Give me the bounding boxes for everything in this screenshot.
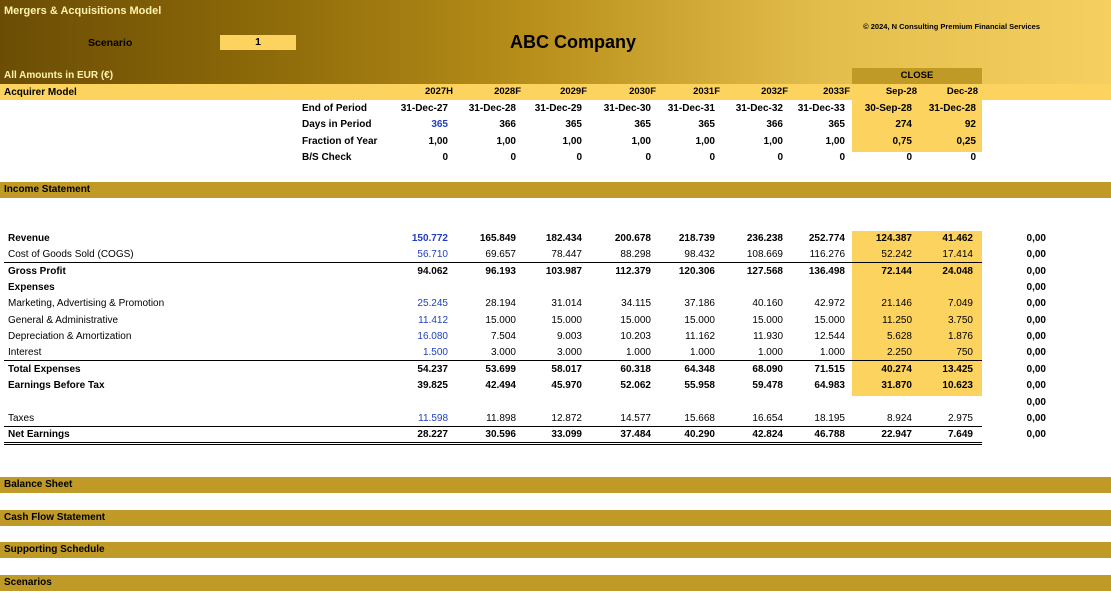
cell[interactable]: 21.146 <box>881 298 912 310</box>
column-header: 2031F <box>693 86 720 97</box>
cell[interactable]: 69.657 <box>485 249 516 261</box>
column-header: 2032F <box>761 86 788 97</box>
cell[interactable]: 1.000 <box>819 347 845 359</box>
cell[interactable]: 124.387 <box>875 233 912 244</box>
cell[interactable]: 58.017 <box>551 363 582 375</box>
cell[interactable]: 37.484 <box>620 429 651 441</box>
cell[interactable]: 96.193 <box>485 265 516 277</box>
cell[interactable]: 31-Dec-28 <box>928 103 976 114</box>
cell[interactable]: 218.739 <box>678 233 715 244</box>
column-header: 2027H <box>425 86 453 97</box>
cell[interactable]: 17.414 <box>942 249 973 261</box>
header-row <box>0 134 1111 150</box>
section-income-statement[interactable]: Income Statement <box>0 182 1111 198</box>
cell[interactable]: 0 <box>645 151 651 163</box>
row-label: Expenses <box>8 282 55 294</box>
total-double-rule <box>4 442 982 445</box>
cell[interactable]: 0 <box>576 151 582 163</box>
table-row <box>0 427 1111 443</box>
cell[interactable]: 15.000 <box>551 314 582 326</box>
cell[interactable]: 1,00 <box>562 135 582 147</box>
cell[interactable]: 72.144 <box>881 265 912 277</box>
cell[interactable]: 15.668 <box>684 412 715 424</box>
cell[interactable]: 1.000 <box>689 347 715 359</box>
cell[interactable]: 7.504 <box>490 331 516 343</box>
check-cell: 0,00 <box>1026 314 1046 326</box>
cell[interactable]: 7.049 <box>947 298 973 310</box>
cell[interactable]: 252.774 <box>808 233 845 244</box>
cell[interactable]: 3.000 <box>490 347 516 359</box>
table-row <box>0 411 1111 427</box>
row-label: Depreciation & Amortization <box>8 331 132 343</box>
acquirer-label: Acquirer Model <box>4 87 77 98</box>
cell[interactable]: 18.195 <box>814 412 845 424</box>
row-label: End of Period <box>302 103 367 114</box>
section-scenarios[interactable]: Scenarios <box>0 575 1111 591</box>
cell[interactable]: 54.237 <box>417 363 448 375</box>
table-row <box>0 231 1111 247</box>
check-cell: 0,00 <box>1026 347 1046 359</box>
cell[interactable]: 53.699 <box>485 363 516 375</box>
cell[interactable]: 11.250 <box>882 314 912 326</box>
cell[interactable]: 12.544 <box>814 331 845 343</box>
cell[interactable]: 1.876 <box>947 331 973 343</box>
row-label: Taxes <box>8 412 35 424</box>
table-row <box>0 345 1111 361</box>
company-title: ABC Company <box>510 32 637 52</box>
check-cell: 0,00 <box>1026 249 1046 261</box>
check-cell: 0,00 <box>1026 233 1046 244</box>
header-row <box>0 117 1111 133</box>
cell[interactable]: 0,25 <box>956 135 976 147</box>
cell[interactable]: 16.654 <box>752 412 783 424</box>
cell[interactable]: 64.348 <box>684 363 715 375</box>
cell[interactable]: 3.000 <box>556 347 582 359</box>
cell[interactable]: 0,75 <box>892 135 912 147</box>
cell[interactable]: 31-Dec-29 <box>534 103 582 114</box>
cell[interactable]: 1,00 <box>695 135 715 147</box>
cell[interactable]: 30-Sep-28 <box>864 103 912 114</box>
cell[interactable]: 78.447 <box>551 249 582 261</box>
cell[interactable]: 15.000 <box>814 314 845 326</box>
cell[interactable]: 365 <box>698 119 715 131</box>
cell[interactable]: 103.987 <box>545 265 582 277</box>
cell[interactable]: 31-Dec-28 <box>468 103 516 114</box>
row-label: General & Administrative <box>8 314 119 326</box>
cell[interactable]: 94.062 <box>417 265 448 277</box>
row-label: Net Earnings <box>8 429 70 441</box>
cell[interactable]: 0 <box>839 151 845 163</box>
cell[interactable]: 7.649 <box>947 429 973 441</box>
row-label: Marketing, Advertising & Promotion <box>8 298 165 310</box>
cell[interactable]: 25.245 <box>417 298 448 310</box>
table-row <box>0 362 1111 378</box>
cell[interactable]: 56.710 <box>417 249 448 261</box>
table-row <box>0 247 1111 263</box>
check-cell: 0,00 <box>1026 429 1046 441</box>
column-header: Sep-28 <box>885 86 917 97</box>
close-header: CLOSE <box>852 68 982 84</box>
cell[interactable]: 40.160 <box>752 298 783 310</box>
cell[interactable]: 40.290 <box>684 429 715 441</box>
column-header: 2030F <box>629 86 656 97</box>
cell[interactable]: 2.975 <box>947 412 973 424</box>
cell[interactable]: 165.849 <box>479 233 516 244</box>
cell[interactable]: 59.478 <box>752 380 783 392</box>
cell[interactable]: 127.568 <box>746 265 783 277</box>
cell[interactable]: 0 <box>970 151 976 163</box>
cell[interactable]: 11.898 <box>486 412 516 424</box>
cell[interactable]: 68.090 <box>752 363 783 375</box>
check-cell: 0,00 <box>1026 331 1046 343</box>
cell[interactable]: 12.872 <box>551 412 582 424</box>
cell[interactable]: 112.379 <box>615 265 651 277</box>
cell[interactable]: 1,00 <box>428 135 448 147</box>
check-cell: 0,00 <box>1026 363 1046 375</box>
cell[interactable]: 60.318 <box>620 363 651 375</box>
cell[interactable]: 22.947 <box>881 429 912 441</box>
cell[interactable]: 0 <box>442 151 448 163</box>
check-cell: 0,00 <box>1026 380 1046 392</box>
table-row <box>0 378 1111 394</box>
cell[interactable]: 0 <box>510 151 516 163</box>
header-row <box>0 101 1111 117</box>
row-label: B/S Check <box>302 151 352 163</box>
check-cell: 0,00 <box>1026 412 1046 424</box>
cell[interactable]: 1,00 <box>631 135 651 147</box>
check-cell: 0,00 <box>1026 298 1046 310</box>
cell[interactable]: 33.099 <box>551 429 582 441</box>
cell[interactable]: 136.498 <box>808 265 845 277</box>
cell[interactable]: 10.623 <box>942 380 973 392</box>
cell[interactable]: 15.000 <box>752 314 783 326</box>
cell[interactable]: 52.242 <box>881 249 912 261</box>
cell[interactable]: 366 <box>766 119 783 131</box>
cell[interactable]: 30.596 <box>485 429 516 441</box>
cell[interactable]: 150.772 <box>411 233 448 244</box>
table-row <box>0 395 1111 411</box>
cell[interactable]: 116.276 <box>809 249 845 261</box>
row-label: Total Expenses <box>8 363 81 375</box>
column-header: Dec-28 <box>946 86 978 97</box>
cell[interactable]: 15.000 <box>684 314 715 326</box>
column-header: 2029F <box>560 86 587 97</box>
cell[interactable]: 365 <box>431 119 448 131</box>
scenario-label: Scenario <box>88 37 133 49</box>
cell[interactable]: 9.003 <box>556 331 582 343</box>
cell[interactable]: 64.983 <box>814 380 845 392</box>
cell[interactable]: 0 <box>906 151 912 163</box>
table-row <box>0 280 1111 296</box>
cell[interactable]: 31-Dec-27 <box>400 103 448 114</box>
cell[interactable]: 8.924 <box>886 412 912 424</box>
check-cell: 0,00 <box>1026 265 1046 277</box>
cell[interactable]: 31-Dec-32 <box>735 103 783 114</box>
cell[interactable]: 28.227 <box>417 429 448 441</box>
column-header: 2028F <box>494 86 521 97</box>
cell[interactable]: 28.194 <box>485 298 516 310</box>
cell[interactable]: 31.870 <box>881 380 912 392</box>
cell[interactable]: 365 <box>828 119 845 131</box>
cell[interactable]: 1,00 <box>496 135 516 147</box>
cell[interactable]: 55.958 <box>684 380 715 392</box>
row-label: Fraction of Year <box>302 135 378 147</box>
cell[interactable]: 120.306 <box>678 265 715 277</box>
cell[interactable]: 2.250 <box>886 347 912 359</box>
cell[interactable]: 42.824 <box>752 429 783 441</box>
row-label: Interest <box>8 347 42 359</box>
model-title: Mergers & Acquisitions Model <box>4 5 162 17</box>
cell[interactable]: 71.515 <box>814 363 845 375</box>
cell[interactable]: 1,00 <box>825 135 845 147</box>
table-row <box>0 329 1111 345</box>
row-label: Days in Period <box>302 119 372 131</box>
cell[interactable]: 200.678 <box>614 233 651 244</box>
cell[interactable]: 31.014 <box>551 298 582 310</box>
section-supporting-schedule[interactable]: Supporting Schedule <box>0 542 1111 558</box>
cell[interactable]: 366 <box>499 119 516 131</box>
cell[interactable]: 1.000 <box>625 347 651 359</box>
table-row <box>0 264 1111 280</box>
row-label: Gross Profit <box>8 265 66 277</box>
cell[interactable]: 10.203 <box>620 331 651 343</box>
cell[interactable]: 46.788 <box>814 429 845 441</box>
check-cell: 0,00 <box>1026 282 1046 294</box>
cell[interactable]: 24.048 <box>942 265 973 277</box>
cell[interactable]: 236.238 <box>746 233 783 244</box>
cell[interactable]: 365 <box>634 119 651 131</box>
cell[interactable]: 15.000 <box>620 314 651 326</box>
row-label: Revenue <box>8 233 50 244</box>
cell[interactable]: 98.432 <box>684 249 715 261</box>
cell[interactable]: 1.000 <box>757 347 783 359</box>
cell[interactable]: 34.115 <box>621 298 651 310</box>
cell[interactable]: 0 <box>777 151 783 163</box>
table-row <box>0 296 1111 312</box>
cell[interactable]: 40.274 <box>881 363 912 375</box>
copyright-note: © 2024, N Consulting Premium Financial Services <box>863 22 1040 31</box>
cell[interactable]: 0 <box>709 151 715 163</box>
section-cash-flow[interactable]: Cash Flow Statement <box>0 510 1111 526</box>
section-balance-sheet[interactable]: Balance Sheet <box>0 477 1111 493</box>
cell[interactable]: 42.494 <box>485 380 516 392</box>
cell[interactable]: 274 <box>895 119 912 131</box>
cell[interactable]: 11.412 <box>418 314 448 326</box>
cell[interactable]: 14.577 <box>620 412 651 424</box>
cell[interactable]: 41.462 <box>942 233 973 244</box>
cell[interactable]: 31-Dec-30 <box>603 103 651 114</box>
cell[interactable]: 31-Dec-33 <box>797 103 845 114</box>
cell[interactable]: 88.298 <box>620 249 651 261</box>
cell[interactable]: 42.972 <box>814 298 845 310</box>
row-label: Earnings Before Tax <box>8 380 105 392</box>
cell[interactable]: 52.062 <box>620 380 651 392</box>
cell[interactable]: 11.162 <box>685 331 715 343</box>
amounts-note: All Amounts in EUR (€) <box>4 70 114 81</box>
cell[interactable]: 16.080 <box>417 331 448 343</box>
cell[interactable]: 39.825 <box>417 380 448 392</box>
row-label: Cost of Goods Sold (COGS) <box>8 249 134 261</box>
cell[interactable]: 5.628 <box>886 331 912 343</box>
cell[interactable]: 11.598 <box>418 412 448 424</box>
cell[interactable]: 750 <box>956 347 973 359</box>
cell[interactable]: 108.669 <box>746 249 783 261</box>
header-row <box>0 150 1111 166</box>
cell[interactable]: 365 <box>565 119 582 131</box>
table-row <box>0 313 1111 329</box>
cell[interactable]: 13.425 <box>942 363 973 375</box>
cell[interactable]: 3.750 <box>947 314 973 326</box>
cell[interactable]: 45.970 <box>551 380 582 392</box>
cell[interactable]: 11.930 <box>753 331 783 343</box>
column-header: 2033F <box>823 86 850 97</box>
cell[interactable]: 1,00 <box>763 135 783 147</box>
cell[interactable]: 92 <box>964 119 976 131</box>
cell[interactable]: 15.000 <box>485 314 516 326</box>
cell[interactable]: 31-Dec-31 <box>667 103 715 114</box>
cell[interactable]: 1.500 <box>422 347 448 359</box>
cell[interactable]: 37.186 <box>684 298 715 310</box>
cell[interactable]: 182.434 <box>545 233 582 244</box>
check-cell: 0,00 <box>1026 396 1046 408</box>
scenario-input[interactable]: 1 <box>220 35 296 50</box>
